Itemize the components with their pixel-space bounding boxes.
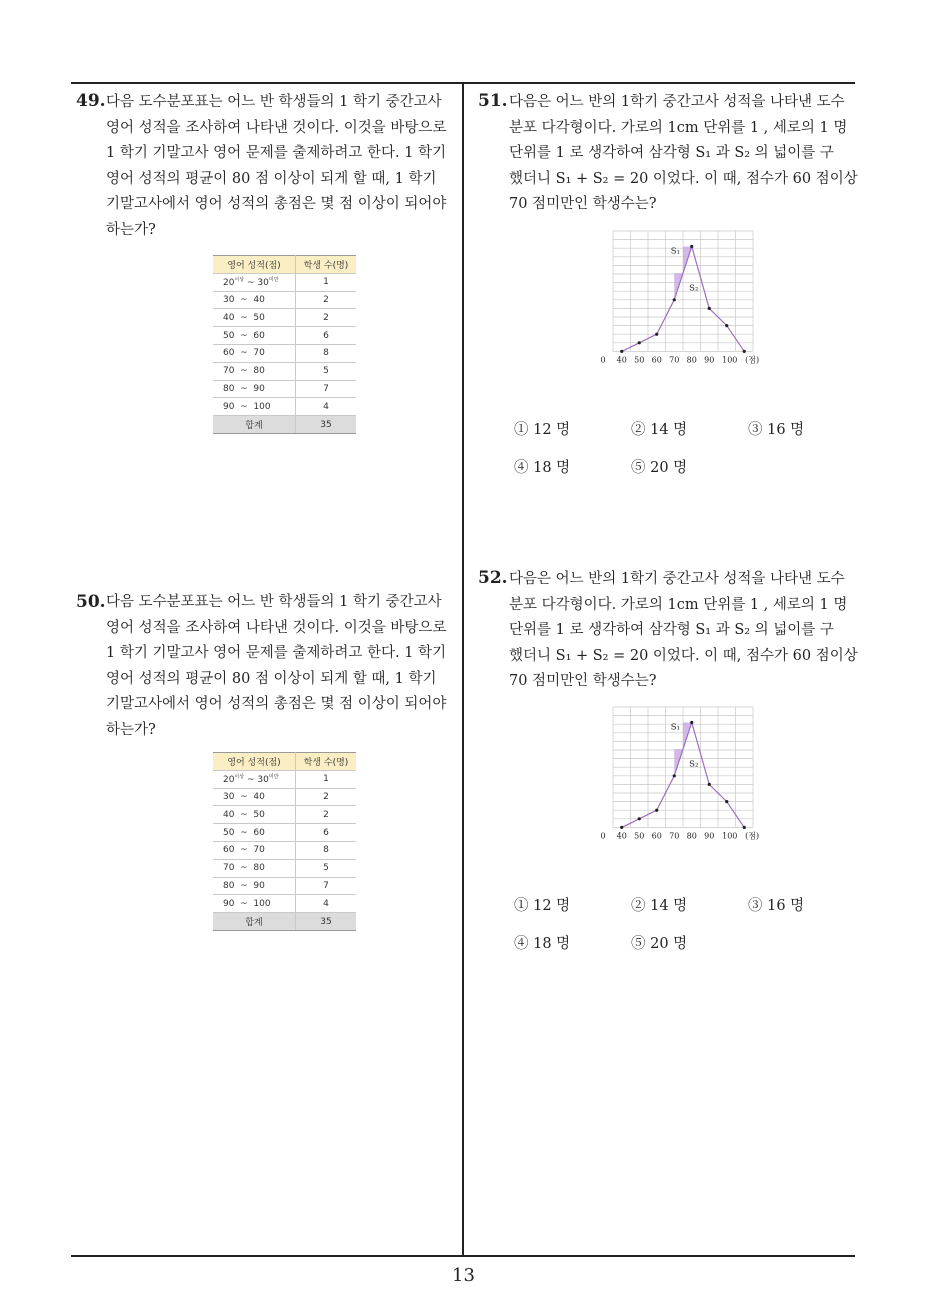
- text-line: 기말고사에서 영어 성적의 총점은 몇 점 이상이 되어야: [106, 196, 447, 212]
- problem-52-text: [509, 567, 859, 695]
- table-row: [213, 309, 356, 327]
- table-cell: 4: [296, 895, 357, 913]
- choice-2[interactable]: ② 14 명: [631, 898, 688, 914]
- table-cell: 8: [296, 841, 357, 859]
- data-point: [743, 826, 746, 829]
- frequency-polygon-51: [598, 228, 773, 373]
- text-line: 분포 다각형이다. 가로의 1cm 단위를 1 , 세로의 1 명: [509, 596, 848, 613]
- table-cell: 30 ~ 40: [213, 788, 296, 806]
- frequency-polygon-52: [598, 704, 773, 849]
- table-row: [213, 877, 356, 895]
- text-line: 영어 성적을 조사하여 나타낸 것이다. 이것을 바탕으로: [106, 119, 447, 136]
- text-line: 다음은 어느 반의 1학기 중간고사 성적을 나타낸 도수: [509, 94, 845, 110]
- total-value: 35: [296, 913, 357, 931]
- data-point: [725, 800, 728, 803]
- data-point: [638, 341, 641, 344]
- s1-label: S₁: [670, 722, 680, 733]
- problem-51-text: [509, 90, 859, 218]
- total-label: 합계: [213, 913, 296, 931]
- table-cell: 90 ~ 100: [213, 895, 296, 913]
- table-row: [213, 824, 356, 842]
- problem-51-number: 51.: [478, 91, 508, 111]
- table-cell: 4: [296, 398, 357, 416]
- x-tick-label: 40: [616, 831, 627, 841]
- x-tick-label: 50: [634, 831, 645, 841]
- text-line: 1 학기 기말고사 영어 문제를 출제하려고 한다. 1 학기: [106, 145, 447, 161]
- data-point: [655, 333, 658, 336]
- x-tick-label: 90: [704, 355, 715, 365]
- table-row: [213, 344, 356, 362]
- problem-49-text: [106, 90, 456, 243]
- table-total-row: [213, 913, 356, 931]
- text-line: 기말고사에서 영어 성적의 총점은 몇 점 이상이 되어야: [106, 696, 447, 712]
- problem-50-number: 50.: [76, 592, 106, 612]
- table-cell: $20^{이상}$ ~ $30^{미만}$: [213, 770, 296, 788]
- x-tick-label: 60: [651, 831, 662, 841]
- text-line: 하는가?: [106, 221, 156, 238]
- table-header: 학생 수(명): [296, 753, 357, 771]
- table-cell: 7: [296, 877, 357, 895]
- page-number: 13: [452, 1265, 475, 1286]
- table-cell: 2: [296, 309, 357, 327]
- text-line: 70 점미만인 학생수는?: [509, 196, 657, 212]
- text-line: 하는가?: [106, 721, 156, 738]
- data-point: [673, 298, 676, 301]
- table-cell: 80 ~ 90: [213, 877, 296, 895]
- text-line: 영어 성적의 평균이 80 점 이상이 되게 할 때, 1 학기: [106, 670, 437, 687]
- data-point: [708, 783, 711, 786]
- table-row: [213, 806, 356, 824]
- x-tick-label: 80: [686, 355, 697, 365]
- table-cell: 6: [296, 824, 357, 842]
- text-line: 다음은 어느 반의 1학기 중간고사 성적을 나타낸 도수: [509, 571, 845, 587]
- table-row: [213, 841, 356, 859]
- table-cell: 70 ~ 80: [213, 859, 296, 877]
- table-row: [213, 895, 356, 913]
- text-line: 영어 성적의 평균이 80 점 이상이 되게 할 때, 1 학기: [106, 170, 437, 187]
- data-point: [655, 809, 658, 812]
- table-cell: $20^{이상}$ ~ $30^{미만}$: [213, 273, 296, 291]
- table-header: 학생 수(명): [296, 256, 357, 274]
- choice-1[interactable]: ① 12 명: [514, 422, 571, 438]
- table-total-row: [213, 416, 356, 434]
- choice-1[interactable]: ① 12 명: [514, 898, 571, 914]
- data-point: [690, 721, 693, 724]
- text-line: 단위를 1 로 생각하여 삼각형 S₁ 과 S₂ 의 넓이를 구: [509, 622, 834, 638]
- bottom-rule: [71, 1255, 855, 1257]
- s2-label: S₂: [689, 283, 699, 294]
- table-cell: 7: [296, 380, 357, 398]
- table-header: 영어 성적(점): [213, 256, 296, 274]
- x-tick-label: 70: [669, 355, 680, 365]
- x-tick-label: 60: [651, 355, 662, 365]
- data-point: [725, 324, 728, 327]
- table-row: [213, 398, 356, 416]
- table-cell: 70 ~ 80: [213, 362, 296, 380]
- table-row: [213, 291, 356, 309]
- choice-5[interactable]: ⑤ 20 명: [631, 936, 688, 952]
- table-cell: 40 ~ 50: [213, 309, 296, 327]
- table-row: [213, 273, 356, 291]
- table-cell: 5: [296, 362, 357, 380]
- table-cell: 5: [296, 859, 357, 877]
- table-cell: 6: [296, 327, 357, 345]
- x-unit-label: (점): [745, 355, 760, 365]
- table-cell: 1: [296, 273, 357, 291]
- table-cell: 2: [296, 788, 357, 806]
- table-row: [213, 362, 356, 380]
- choice-4[interactable]: ④ 18 명: [514, 936, 571, 952]
- text-line: 했더니 S₁ + S₂ = 20 이었다. 이 때, 점수가 60 점이상: [509, 170, 858, 187]
- text-line: 다음 도수분포표는 어느 반 학생들의 1 학기 중간고사: [106, 94, 442, 110]
- table-cell: 2: [296, 806, 357, 824]
- table-cell: 2: [296, 291, 357, 309]
- table-cell: 1: [296, 770, 357, 788]
- frequency-table-50: [213, 752, 356, 931]
- x-tick-label: 90: [704, 831, 715, 841]
- table-cell: 30 ~ 40: [213, 291, 296, 309]
- s1-label: S₁: [670, 246, 680, 257]
- choice-3[interactable]: ③ 16 명: [748, 422, 805, 438]
- problem-52-number: 52.: [478, 568, 508, 588]
- text-line: 70 점미만인 학생수는?: [509, 673, 657, 689]
- choice-3[interactable]: ③ 16 명: [748, 898, 805, 914]
- choice-4[interactable]: ④ 18 명: [514, 460, 571, 476]
- table-header: 영어 성적(점): [213, 753, 296, 771]
- data-point: [620, 826, 623, 829]
- table-cell: 60 ~ 70: [213, 841, 296, 859]
- text-line: 단위를 1 로 생각하여 삼각형 S₁ 과 S₂ 의 넓이를 구: [509, 145, 834, 161]
- data-point: [708, 307, 711, 310]
- data-point: [638, 817, 641, 820]
- table-row: [213, 859, 356, 877]
- table-row: [213, 380, 356, 398]
- table-cell: 8: [296, 344, 357, 362]
- x-tick-label: 50: [634, 355, 645, 365]
- table-cell: 50 ~ 60: [213, 824, 296, 842]
- data-point: [743, 350, 746, 353]
- text-line: 했더니 S₁ + S₂ = 20 이었다. 이 때, 점수가 60 점이상: [509, 647, 858, 664]
- total-label: 합계: [213, 416, 296, 434]
- data-point: [690, 245, 693, 248]
- x-tick-label: 0: [600, 831, 606, 841]
- table-cell: 80 ~ 90: [213, 380, 296, 398]
- text-line: 1 학기 기말고사 영어 문제를 출제하려고 한다. 1 학기: [106, 645, 447, 661]
- s2-label: S₂: [689, 759, 699, 770]
- x-tick-label: 40: [616, 355, 627, 365]
- x-unit-label: (점): [745, 831, 760, 841]
- table-cell: 50 ~ 60: [213, 327, 296, 345]
- frequency-table-49: [213, 255, 356, 434]
- x-tick-label: 70: [669, 831, 680, 841]
- table-row: [213, 770, 356, 788]
- text-line: 다음 도수분포표는 어느 반 학생들의 1 학기 중간고사: [106, 594, 442, 610]
- text-line: 영어 성적을 조사하여 나타낸 것이다. 이것을 바탕으로: [106, 619, 447, 636]
- column-divider: [462, 82, 464, 1257]
- x-tick-label: 0: [600, 355, 606, 365]
- table-cell: 60 ~ 70: [213, 344, 296, 362]
- table-cell: 40 ~ 50: [213, 806, 296, 824]
- total-value: 35: [296, 416, 357, 434]
- table-cell: 90 ~ 100: [213, 398, 296, 416]
- choice-5[interactable]: ⑤ 20 명: [631, 460, 688, 476]
- table-row: [213, 327, 356, 345]
- data-point: [620, 350, 623, 353]
- problem-50-text: [106, 590, 456, 743]
- choice-2[interactable]: ② 14 명: [631, 422, 688, 438]
- text-line: 분포 다각형이다. 가로의 1cm 단위를 1 , 세로의 1 명: [509, 119, 848, 136]
- table-row: [213, 788, 356, 806]
- x-tick-label: 100: [722, 355, 738, 365]
- x-tick-label: 80: [686, 831, 697, 841]
- data-point: [673, 774, 676, 777]
- problem-49-number: 49.: [76, 91, 106, 111]
- x-tick-label: 100: [722, 831, 738, 841]
